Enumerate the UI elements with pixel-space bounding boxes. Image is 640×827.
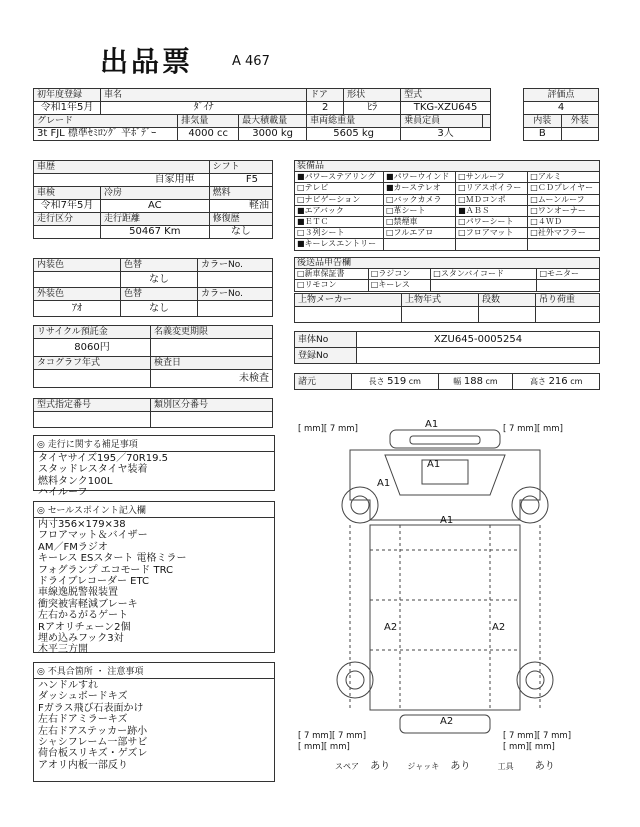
page-title: 出品票	[100, 45, 194, 78]
type-no-table: 型式指定番号 類別区分番号	[33, 398, 273, 428]
tread-rear-right-1: [ 7 mm][ 7 mm]	[503, 731, 572, 741]
equipment-item	[456, 205, 528, 216]
note-line: 左右ドアステッカー跡小	[38, 725, 148, 737]
checked-box-icon: ■	[297, 239, 305, 249]
equipment-item-label: 革シート	[393, 205, 426, 215]
note-line: Rアオリチェーン2個	[38, 621, 131, 633]
tread-rear-left-2: [ mm][ mm]	[298, 742, 350, 752]
unchecked-box-icon: □	[385, 217, 394, 227]
equipment-item	[383, 228, 455, 239]
note-line: 左右ドアミラーキズ	[38, 714, 128, 726]
equipment-item-label: ＡＢＳ	[465, 205, 490, 215]
equipment-item	[295, 269, 369, 280]
equipment-item	[456, 239, 528, 250]
damage-mark: A1	[425, 419, 439, 430]
body-no: XZU645-0005254	[357, 332, 600, 348]
checked-box-icon: ■	[458, 205, 466, 215]
dimensions-table: 諸元 長さ 519 cm 幅 188 cm 高さ 216 cm	[294, 373, 600, 390]
note-line: タイヤサイズ195／70R19.5	[38, 453, 169, 464]
lot-number: A 467	[232, 54, 270, 69]
note-line: 内寸356×179×38	[38, 519, 126, 530]
note-line: 車線逸脱警報装置	[38, 587, 118, 599]
equipment-item	[383, 205, 455, 216]
equipment-item	[537, 269, 600, 280]
equipment-item-label: ムーンルーフ	[537, 194, 585, 204]
equipment-item-label: エアバック	[304, 205, 344, 215]
damage-mark: A2	[384, 622, 398, 633]
checked-box-icon: ■	[385, 172, 394, 182]
body-no-table: 車体No XZU645-0005254 登録No	[294, 331, 600, 364]
equipment-item-label: キーレス	[378, 280, 410, 290]
equipment-item	[528, 217, 600, 228]
colors-table: 内装色 色替 カラーNo. なし 外装色 色替 カラーNo. ｱｵ なし	[33, 258, 273, 317]
note-line: ハイルーフ	[38, 487, 88, 499]
note-line: シャシフレーム一部サビ	[38, 737, 148, 749]
equipment-item	[295, 280, 369, 291]
equipment-item-label: ラジコン	[378, 269, 411, 279]
checked-box-icon: ■	[385, 183, 394, 193]
equipment-item-label: ＣＤプレイヤー	[537, 183, 594, 193]
equipment-item	[456, 217, 528, 228]
equipment-item-label: パワーウインド	[393, 172, 450, 182]
note-line: アオリ内板一部反り	[38, 759, 128, 771]
equipment-item-label: フロアマット	[465, 228, 514, 238]
body-maker-table: 上物メーカー 上物年式 段数 吊り荷重	[294, 293, 600, 323]
unchecked-box-icon: □	[458, 183, 466, 193]
note-line: ダッシュボードキズ	[38, 691, 128, 703]
unchecked-box-icon: □	[530, 183, 538, 193]
tread-front-right: [ 7 mm][ mm]	[503, 424, 563, 434]
damage-mark: A2	[440, 716, 454, 727]
damage-mark: A1	[440, 515, 454, 526]
rating-table: 評価点 4 内装 外装 B	[523, 88, 599, 141]
equipment-item-label: 社外マフラー	[537, 228, 586, 238]
equipment-item	[383, 172, 455, 183]
checked-box-icon: ■	[297, 217, 305, 227]
tread-front-left: [ mm][ 7 mm]	[298, 424, 358, 434]
equipment-item-label: キーレスエントリー	[304, 239, 377, 249]
equipment-item	[528, 172, 600, 183]
recycle-table: リサイクル預託金 名義変更期限 8060円 タコグラフ年式 検査日 未検査	[33, 325, 273, 388]
equipment-item-label: ナビゲーション	[304, 194, 361, 204]
car-name: ﾀﾞｲﾅ	[101, 102, 307, 115]
equipment-item	[383, 183, 455, 194]
unchecked-box-icon: □	[530, 172, 538, 182]
grade: 3t FJL 標準ｾﾐﾛﾝｸﾞ 平ﾎﾞﾃﾞｰ	[34, 128, 178, 141]
equipment-item-label: ＭＤコンポ	[465, 194, 506, 204]
equipment-item-label: ４ＷＤ	[537, 217, 562, 227]
equipment-item-label: サンルーフ	[465, 172, 505, 182]
unchecked-box-icon: □	[530, 228, 538, 238]
unchecked-box-icon: □	[370, 269, 379, 279]
unchecked-box-icon: □	[530, 205, 538, 215]
note-line: 荷台板スリキズ・ゲズレ	[38, 748, 148, 760]
equipment-item-label: ３列シート	[304, 228, 345, 238]
equipment-item	[537, 280, 600, 291]
unchecked-box-icon: □	[297, 228, 305, 238]
equipment-item	[295, 217, 384, 228]
damage-mark: A1	[427, 459, 441, 470]
unchecked-box-icon: □	[385, 194, 394, 204]
unchecked-box-icon: □	[297, 194, 305, 204]
rating-value: 4	[524, 102, 599, 115]
equipment-item-label: テレビ	[304, 183, 329, 193]
equipment-item-label: リアスポイラー	[465, 183, 522, 193]
equipment-item	[456, 228, 528, 239]
equipment-item	[295, 183, 384, 194]
damage-mark: A1	[377, 478, 391, 489]
equipment-item	[368, 280, 431, 291]
unchecked-box-icon: □	[458, 217, 466, 227]
equipment-item	[383, 239, 455, 250]
equipment-item	[528, 239, 600, 250]
equipment-item-label: リモコン	[304, 280, 337, 290]
unchecked-box-icon: □	[385, 205, 394, 215]
note-line: AM／FMラジオ	[38, 541, 108, 553]
first-reg: 令和1年5月	[34, 102, 101, 115]
equipment-item	[295, 228, 384, 239]
equipment-item-label: カーステレオ	[393, 183, 441, 193]
unchecked-box-icon: □	[458, 194, 466, 204]
history-table: 車歴 シフト 自家用車 F5 車検 冷房 燃料 令和7年5月 AC 軽油 走行区分 走行距離 修復歴 50467 Km なし	[33, 160, 273, 239]
unchecked-box-icon: □	[370, 280, 379, 290]
notes-defects: ◎ 不具合箇所 ・ 注意事項 ハンドルすれ ダッシュボードキズ Fガラス飛び石表面かけ 左右ドアミラーキズ 左右ドアステッカー跡小 シャシフレーム一部サビ 荷台板スリキズ・ゲズレ アオリ内板一部反り	[33, 662, 275, 782]
unchecked-box-icon: □	[297, 280, 305, 290]
unchecked-box-icon: □	[297, 183, 305, 193]
model: TKG-XZU645	[401, 102, 491, 115]
equipment-item-label: アルミ	[537, 172, 562, 182]
note-line: Fガラス飛び石表面かけ	[38, 702, 144, 714]
after-table: 後送品申告欄 □新車保証書 □ラジコン □スタンバイコード □モニター □リモコン □キーレス	[294, 257, 600, 292]
equipment-item-label: フルエアロ	[393, 228, 434, 238]
checked-box-icon: ■	[297, 172, 305, 182]
unchecked-box-icon: □	[530, 194, 538, 204]
note-line: キーレス ESスタート 電格ミラー	[38, 553, 187, 565]
accessories: スペア あり ジャッキ あり 工具 あり	[335, 761, 555, 772]
unchecked-box-icon: □	[458, 172, 466, 182]
equipment-item	[368, 269, 431, 280]
vehicle-table: 初年度登録 車名 ドア 形状 型式 令和1年5月 ﾀﾞｲﾅ 2 ﾋﾗ TKG-XZU645 グレード 排気量 最大積載量 車両総重量 乗員定員 3t FJL 標準ｾﾐﾛﾝｸﾞ 平ﾎﾞﾃﾞｰ 4000 cc 3000 kg 5605 kg 3人	[33, 88, 491, 141]
equipment-item-label: パワーシート	[465, 217, 514, 227]
equipment-item	[383, 194, 455, 205]
equipment-item	[528, 194, 600, 205]
note-line: フロアマット＆バイザー	[38, 530, 148, 542]
note-line: ドライブレコーダー ETC	[38, 576, 150, 588]
equipment-item	[295, 239, 384, 250]
equipment-item-label: パワーステアリング	[304, 172, 376, 182]
unchecked-box-icon: □	[530, 217, 538, 227]
equipment-table: 装備品 ■パワーステアリング ■パワーウインド □サンルーフ □アルミ □テレビ ■カーステレオ □リアスポイラー □ＣＤプレイヤー □ナビゲーション □バックカメラ □ＭＤコンポ □ムーンルーフ ■エアバック □革シート ■ＡＢＳ □ワンオーナー ■ＥＴＣ □禁煙車 □パワーシート □４ＷＤ □３列シート □フルエアロ □フロアマット □社外マフラー ■キーレスエントリー	[294, 160, 600, 251]
note-line: フォグランプ エコモード TRC	[38, 564, 173, 576]
unchecked-box-icon: □	[385, 228, 394, 238]
equipment-item-label: ＥＴＣ	[304, 217, 329, 227]
equipment-item	[431, 280, 537, 291]
note-line: 左右かるがるゲート	[38, 610, 128, 622]
unchecked-box-icon: □	[433, 269, 441, 279]
equipment-item	[295, 172, 384, 183]
equipment-item	[456, 194, 528, 205]
unchecked-box-icon: □	[297, 269, 305, 279]
unchecked-box-icon: □	[539, 269, 548, 279]
equipment-item-label: 禁煙車	[393, 217, 418, 227]
equipment-item	[528, 183, 600, 194]
note-line: ハンドルすれ	[38, 680, 98, 691]
note-line: 燃料タンク100L	[38, 475, 113, 487]
damage-mark: A2	[492, 622, 506, 633]
equipment-item	[383, 217, 455, 228]
equipment-item	[528, 205, 600, 216]
notes-sales: ◎ セールスポイント記入欄 内寸356×179×38 フロアマット＆バイザー AM／FMラジオ キーレス ESスタート 電格ミラー フォグランプ エコモード TRC ドライブレコーダー ETC 車線逸脱警報装置 衝突被害軽減ブレーキ 左右かるがるゲート Rアオリチェーン2個 埋め込みフック3対 木平三方開	[33, 501, 275, 653]
note-line: スタッドレスタイヤ装着	[38, 464, 148, 476]
note-line: 木平三方開	[38, 644, 88, 656]
note-line: 埋め込みフック3対	[38, 633, 124, 645]
notes-driving: ◎ 走行に関する補足事項 タイヤサイズ195／70R19.5 スタッドレスタイヤ装着 燃料タンク100L ハイルーフ	[33, 435, 275, 491]
equipment-item-label: ワンオーナー	[537, 205, 586, 215]
equipment-item-label: 新車保証書	[304, 269, 345, 279]
note-line: 衝突被害軽減ブレーキ	[38, 598, 138, 610]
tread-rear-left-1: [ 7 mm][ 7 mm]	[298, 731, 367, 741]
equipment-item-label: スタンバイコード	[440, 269, 504, 279]
equipment-item-label: モニター	[547, 269, 580, 279]
equipment-item	[456, 183, 528, 194]
equipment-item	[431, 269, 537, 280]
equipment-item	[528, 228, 600, 239]
equipment-item	[295, 205, 384, 216]
unchecked-box-icon: □	[458, 228, 466, 238]
tread-rear-right-2: [ mm][ mm]	[503, 742, 555, 752]
equipment-item-label: バックカメラ	[393, 194, 442, 204]
truck-diagram	[330, 420, 560, 740]
equipment-item	[295, 194, 384, 205]
equipment-item	[456, 172, 528, 183]
checked-box-icon: ■	[297, 205, 305, 215]
